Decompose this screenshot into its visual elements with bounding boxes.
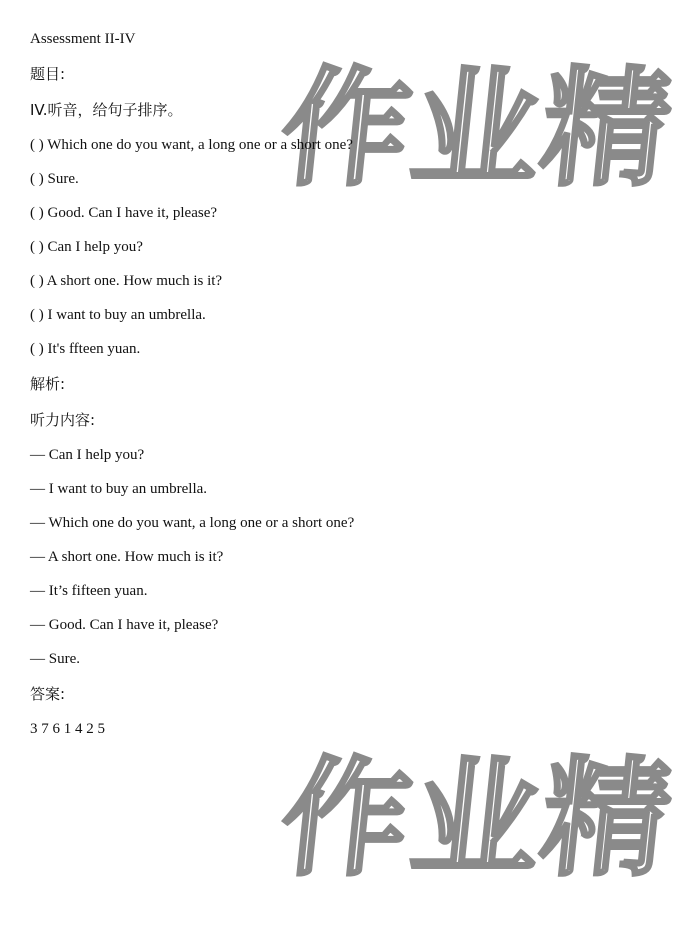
option-item: ( ) It's ffteen yuan. <box>30 341 141 357</box>
option-item: ( ) A short one. How much is it? <box>30 273 223 289</box>
dialogue-line: — Which one do you want, a long one or a short one? <box>30 515 355 531</box>
dialogue-line: — I want to buy an umbrella. <box>30 481 208 497</box>
option-item: ( ) Which one do you want, a long one or a short one? <box>30 137 353 153</box>
dialogue-line: — A short one. How much is it? <box>30 549 224 565</box>
watermark-top: 作业精 <box>274 55 680 204</box>
answer-value: 3 7 6 1 4 2 5 <box>30 721 105 737</box>
dialogue-line: — It’s fifteen yuan. <box>30 583 148 599</box>
option-item: ( ) I want to buy an umbrella. <box>30 307 206 323</box>
option-item: ( ) Sure. <box>30 171 79 187</box>
option-item: ( ) Can I help you? <box>30 239 143 255</box>
option-item: ( ) Good. Can I have it, please? <box>30 205 218 221</box>
listening-label: 听力内容: <box>30 411 96 429</box>
dialogue-line: — Can I help you? <box>30 447 145 463</box>
dialogue-line: — Sure. <box>30 651 80 667</box>
section-title: IV.听音，给句子排序。 <box>30 101 183 119</box>
watermark-bottom: 作业精 <box>274 745 680 894</box>
answer-label: 答案: <box>30 685 66 703</box>
analysis-label: 解析: <box>30 375 66 393</box>
dialogue-line: — Good. Can I have it, please? <box>30 617 219 633</box>
question-label: 题目: <box>30 65 66 83</box>
document-header: Assessment II-IV <box>30 31 136 47</box>
